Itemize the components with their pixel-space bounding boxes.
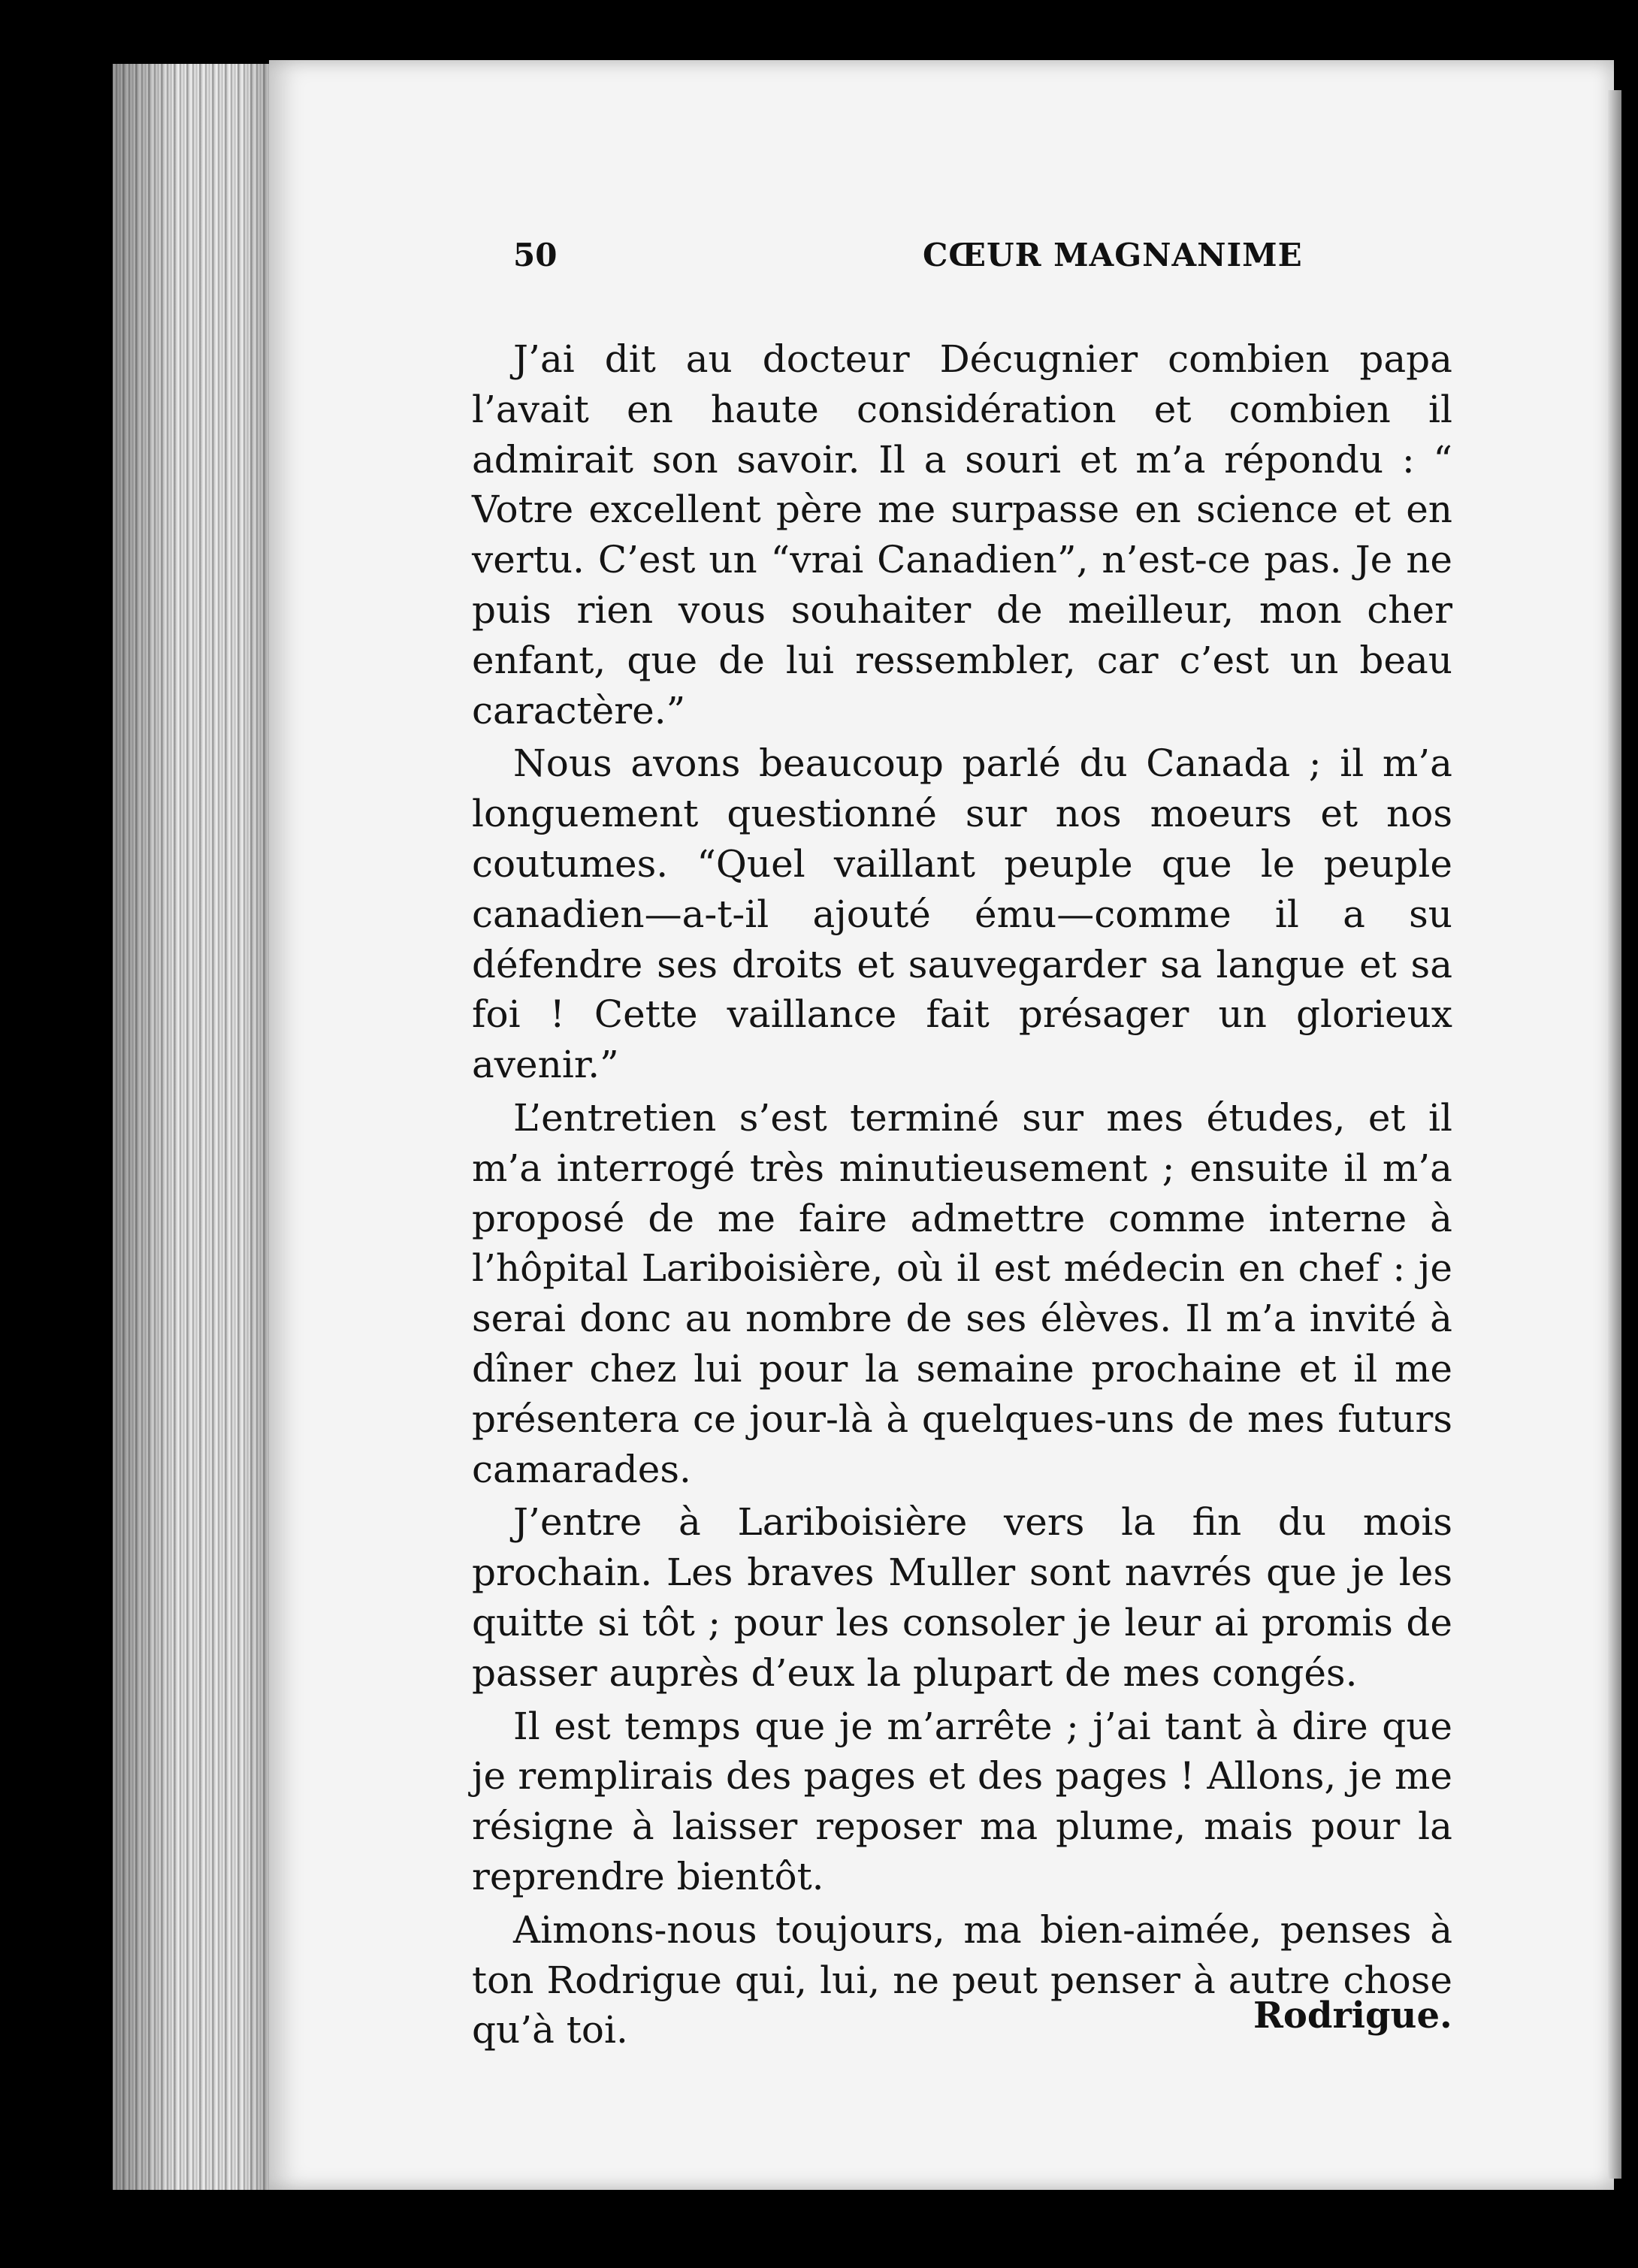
page-number: 50 — [513, 237, 558, 273]
paragraph: L’entretien s’est terminé sur mes études, et il m’a interrogé très minutieusement ; ensuite il m’a proposé de me faire admettre comme interne à l’hôpital Lariboisière, où il est médecin en chef : je serai donc au nombre de ses élèves. Il m’a invité à dîner chez lui pour la semaine prochaine et il me présentera ce jour-là à quelques-uns de mes futurs camarades. — [472, 1095, 1452, 1491]
book-page-edges-shadow — [113, 64, 274, 2190]
paragraph: Nous avons beaucoup parlé du Canada ; il m’a longuement questionné sur nos moeurs et nos coutumes. “Quel vaillant peuple que le peuple canadien—a-t-il ajouté ému—comme il a su défendre ses droits et sauvegarder sa langue et sa foi ! Cette vaillance fait présager un glorieux avenir.” — [472, 741, 1452, 1087]
page-header — [513, 237, 1460, 289]
running-title: CŒUR MAGNANIME — [923, 237, 1303, 273]
letter-signature: Rodrigue. — [1253, 1995, 1452, 2037]
book-page — [269, 60, 1614, 2190]
paragraph: Il est temps que je m’arrête ; j’ai tant à dire que je remplirais des pages et des pages ! Allons, je me résigne à laisser reposer ma plume, mais pour la reprendre bientôt. — [472, 1704, 1452, 1898]
paragraph: Aimons-nous toujours, ma bien-aimée, penses à ton Rodrigue qui, lui, ne peut penser à autre chose qu’à toi. — [472, 1907, 1452, 2052]
page-right-edge — [1608, 90, 1621, 2179]
page-body-text — [472, 334, 1452, 2058]
paragraph: J’ai dit au docteur Décugnier combien papa l’avait en haute considération et combien il admirait son savoir. Il a souri et m’a répondu : “ Votre excellent père me surpasse en science et en vertu. C’est un “vrai Canadien”, n’est-ce pas. Je ne puis rien vous souhaiter de meilleur, mon cher enfant, que de lui ressembler, car c’est un beau caractère.” — [472, 337, 1452, 732]
paragraph: J’entre à Lariboisière vers la fin du mois prochain. Les braves Muller sont navrés que je les quitte si tôt ; pour les consoler je leur ai promis de passer auprès d’eux la plupart de mes congés. — [472, 1500, 1452, 1695]
